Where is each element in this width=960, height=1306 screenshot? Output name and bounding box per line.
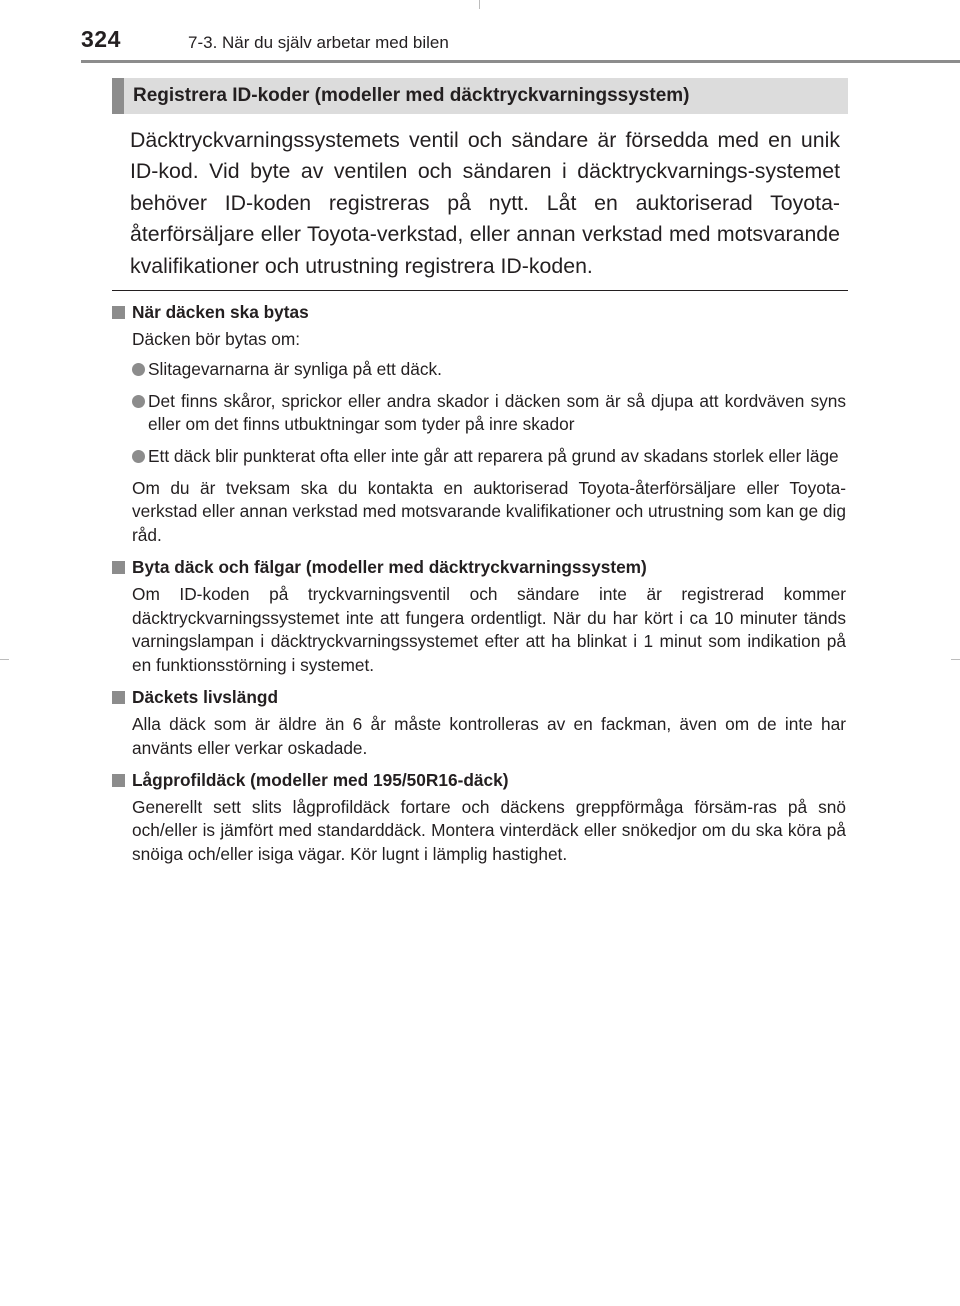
note-heading-text: Lågprofildäck (modeller med 195/50R16-däck) xyxy=(132,770,509,791)
list-item xyxy=(132,390,846,437)
page-number: 324 xyxy=(81,26,121,52)
intro-paragraph: Däcktryckvarningssystemets ventil och sändare är försedda med en unik ID-kod. Vid byte av ventilen och sändaren i däcktryckvarnings-systemet behöver ID-koden registreras på nytt. Låt en auktoriserad Toyota-återförsäljare eller Toyota-verkstad, eller annan verkstad med motsvarande kvalifikationer och utrustning registrera ID-koden. xyxy=(130,128,840,278)
notes-content xyxy=(112,301,846,866)
chapter-title: 7-3. När du själv arbetar med bilen xyxy=(188,33,449,52)
note-heading-text: Däckets livslängd xyxy=(132,687,278,708)
crop-mark xyxy=(951,659,960,660)
crop-mark xyxy=(0,659,9,660)
list-item-text: Det finns skåror, sprickor eller andra skador i däcken som är så djupa att kordväven syns eller om det finns utbuktningar som tyder på inre skador xyxy=(148,390,846,435)
square-bullet-icon xyxy=(112,774,125,787)
note-paragraph: Om du är tveksam ska du kontakta en auktoriserad Toyota-återförsäljare eller Toyota-verkstad eller annan verkstad med motsvarande kvalifikationer och utrustning som kan ge dig råd. xyxy=(132,477,846,545)
page-header xyxy=(81,24,960,60)
list-item xyxy=(132,358,846,382)
list-item-text: Ett däck blir punkterat ofta eller inte går att reparera på grund av skadans storlek eller läge xyxy=(148,445,839,466)
circle-bullet-icon xyxy=(132,450,145,463)
section-title: Registrera ID-koder (modeller med däcktryckvarningssystem) xyxy=(112,78,848,114)
note-paragraph: Alla däck som är äldre än 6 år måste kontrolleras av en fackman, även om de inte har använts eller verkar oskadade. xyxy=(132,713,846,758)
square-bullet-icon xyxy=(112,561,125,574)
list-item-text: Slitagevarnarna är synliga på ett däck. xyxy=(148,359,442,380)
header-divider xyxy=(81,60,960,63)
note-paragraph: Däcken bör bytas om: xyxy=(132,328,301,349)
note-heading xyxy=(112,301,846,325)
note-heading-text: När däcken ska bytas xyxy=(132,302,309,322)
note-heading xyxy=(112,556,846,580)
crop-mark xyxy=(479,0,480,9)
list-item xyxy=(132,445,846,469)
square-bullet-icon xyxy=(112,306,125,319)
circle-bullet-icon xyxy=(132,363,145,376)
note-heading xyxy=(112,769,846,793)
note-paragraph: Om ID-koden på tryckvarningsventil och sändare inte är registrerad kommer däcktryckvarningssystemet inte att fungera ordentligt. När du har kört i ca 10 minuter tänds varningslampan i däcktryckvarningssystemet efter att ha blinkat i 1 minut som indikation på en funktionsstörning i systemet. xyxy=(132,583,846,675)
note-heading-text: Byta däck och fälgar (modeller med däcktryckvarningssystem) xyxy=(132,557,647,578)
circle-bullet-icon xyxy=(132,395,145,408)
note-heading xyxy=(112,686,846,710)
square-bullet-icon xyxy=(112,691,125,704)
intro-divider xyxy=(112,290,848,291)
note-paragraph: Generellt sett slits lågprofildäck fortare och däckens greppförmåga försäm-ras på snö och/eller is jämfört med standarddäck. Montera vinterdäck eller snökedjor om du ska köra på snöiga och/eller isiga vägar. Kör lugnt i lämplig hastighet. xyxy=(132,796,846,864)
